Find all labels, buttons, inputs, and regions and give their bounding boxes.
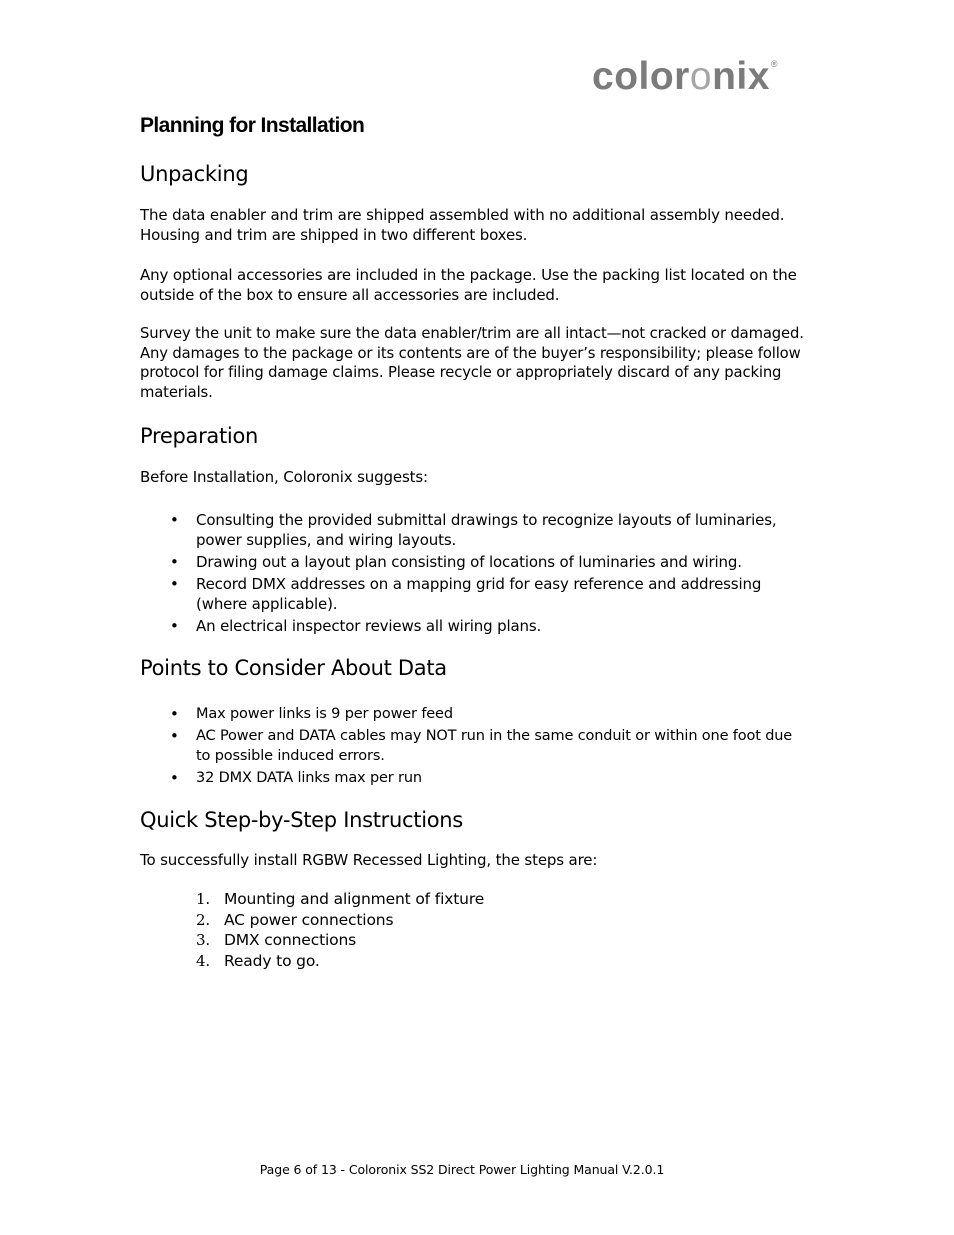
page-content [140, 112, 810, 971]
list-item [140, 510, 810, 550]
data-points-list [140, 704, 810, 788]
step-text: DMX connections [224, 931, 357, 949]
list-item [140, 768, 810, 788]
list-item [140, 930, 810, 951]
coloronix-logo [592, 56, 778, 98]
heading-quick-steps: Quick Step-by-Step Instructions [140, 808, 463, 832]
list-item [140, 726, 810, 766]
heading-preparation: Preparation [140, 424, 259, 448]
quick-steps-list [140, 889, 810, 971]
list-item-text: Max power links is 9 per power feed [196, 706, 453, 722]
preparation-intro: Before Installation, Coloronix suggests: [140, 468, 428, 486]
step-number: 4. [196, 951, 211, 970]
list-item [140, 910, 810, 931]
list-item-text: Record DMX addresses on a mapping grid for easy reference and addressing (where applicable). [196, 575, 762, 613]
step-number: 1. [196, 890, 211, 908]
bullet-icon: • [170, 553, 179, 571]
bullet-icon: • [170, 617, 179, 635]
page-footer: Page 6 of 13 - Coloronix SS2 Direct Power Lighting Manual V.2.0.1 [259, 1162, 665, 1177]
list-item-text: 32 DMX DATA links max per run [196, 770, 422, 786]
list-item [140, 889, 810, 910]
step-number: 2. [196, 910, 211, 929]
heading-unpacking: Unpacking [140, 162, 249, 186]
preparation-list [140, 510, 810, 636]
page-title: Planning for Installation [140, 114, 365, 137]
logo-text-part1: color [592, 55, 690, 98]
step-text: AC power connections [224, 910, 394, 929]
step-text: Mounting and alignment of fixture [224, 890, 485, 908]
registered-mark: ® [770, 59, 779, 69]
bullet-icon: • [170, 705, 179, 723]
bullet-icon: • [170, 575, 179, 593]
list-item [140, 704, 810, 724]
logo-text-part3: nix [712, 55, 770, 98]
step-text: Ready to go. [224, 951, 320, 970]
unpacking-paragraph-2: Any optional accessories are included in the package. Use the packing list located on the outside of the box to ensure all accessories are included. [140, 266, 797, 304]
list-item [140, 574, 810, 614]
bullet-icon: • [170, 769, 179, 787]
list-item [140, 951, 810, 972]
list-item-text: An electrical inspector reviews all wiring plans. [196, 617, 542, 635]
unpacking-paragraph-3: Survey the unit to make sure the data enabler/trim are all intact—not cracked or damaged. Any damages to the package or its contents are of the buyer’s responsibility; please follow protocol for filing damage claims. Please recycle or appropriately discard of any packing materials. [140, 325, 804, 401]
list-item [140, 552, 810, 572]
unpacking-paragraph-1: The data enabler and trim are shipped assembled with no additional assembly needed. Housing and trim are shipped in two different boxes. [140, 206, 785, 244]
bullet-icon: • [170, 727, 179, 745]
list-item-text: AC Power and DATA cables may NOT run in the same conduit or within one foot due to possible induced errors. [196, 728, 793, 764]
bullet-icon: • [170, 511, 179, 529]
heading-data-points: Points to Consider About Data [140, 656, 447, 680]
list-item-text: Consulting the provided submittal drawings to recognize layouts of luminaries, power supplies, and wiring layouts. [196, 511, 777, 549]
logo-text-part2: o [689, 55, 713, 98]
list-item-text: Drawing out a layout plan consisting of locations of luminaries and wiring. [196, 553, 742, 571]
step-number: 3. [196, 931, 211, 949]
list-item [140, 616, 810, 636]
quick-steps-intro: To successfully install RGBW Recessed Lighting, the steps are: [140, 851, 598, 869]
